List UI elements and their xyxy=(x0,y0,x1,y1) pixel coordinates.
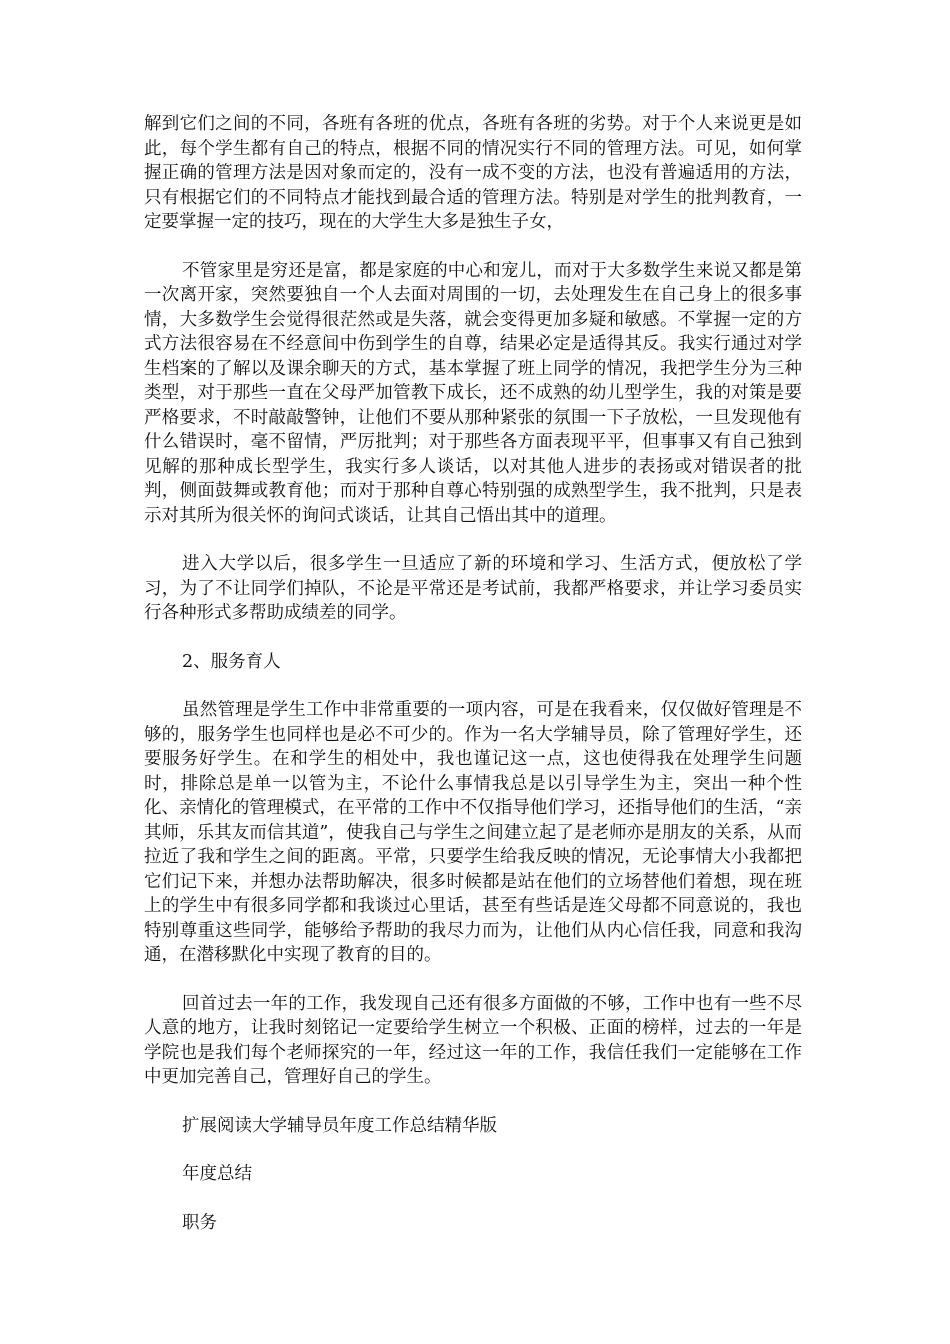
document-body xyxy=(144,112,802,1259)
position-label: 职务 xyxy=(182,1212,217,1233)
paragraph-student-types: 不管家里是穷还是富，都是家庭的中心和宠儿，而对于大多数学生来说又都是第一次离开家，突然要独自一个人去面对周围的一切，去处理发生在自己身上的很多事情，大多数学生会觉得很茫然或是失落，就会变得更加多疑和敏感。不掌握一定的方式方法很容易在不经意间中伤到学生的自尊，结果必定是适得其反。我实行通过对学生档案的了解以及课余聊天的方式，基本掌握了班上同学的情况，我把学生分为三种类型，对于那些一直在父母严加管教下成长，还不成熟的幼儿型学生，我的对策是要严格要求，不时敲敲警钟，让他们不要从那种紧张的氛围一下子放松，一旦发现他有什么错误时，毫不留情，严厉批判；对于那些各方面表现平平，但事事又有自己独到见解的那种成长型学生，我实行多人谈话，以对其他人进步的表扬或对错误者的批判，侧面鼓舞或教育他；而对于那种自尊心特别强的成熟型学生，我不批判，只是表示对其所为很关怀的询问式谈话，让其自己悟出其中的道理。 xyxy=(144,260,802,526)
paragraph-serving-students: 虽然管理是学生工作中非常重要的一项内容，可是在我看来，仅仅做好管理是不够的，服务学生也同样也是必不可少的。作为一名大学辅导员，除了管理好学生，还要服务好学生。在和学生的相处中，我也谨记这一点，这也使得我在处理学生问题时，排除总是单一以管为主，不论什么事情我总是以引导学生为主，突出一种个性化、亲情化的管理模式，在平常的工作中不仅指导他们学习，还指导他们的生活，“亲其师，乐其友而信其道”，使我自己与学生之间建立起了是老师亦是朋友的关系，从而拉近了我和学生之间的距离。平常，只要学生给我反映的情况，无论事情大小我都把它们记下来，并想办法帮助解决，很多时候都是站在他们的立场替他们着想，现在班上的学生中有很多同学都和我谈过心里话，甚至有些话是连父母都不同意说的，我也特别尊重这些同学，能够给予帮助的我尽力而为，让他们从内心信任我，同意和我沟通，在潜移默化中实现了教育的目的。 xyxy=(144,700,802,965)
annual-summary-label: 年度总结 xyxy=(182,1164,252,1184)
extended-reading-title: 扩展阅读大学辅导员年度工作总结精华版 xyxy=(182,1115,497,1136)
paragraph-continued: 解到它们之间的不同，各班有各班的优点，各班有各班的劣势。对于个人来说更是如此，每个学生都有自己的特点，根据不同的情况实行不同的管理方法。可见，如何掌握正确的管理方法是因对象而定的，没有一成不变的方法，也没有普遍适用的方法，只有根据它们的不同特点才能找到最合适的管理方法。特别是对学生的批判教育，一定要掌握一定的技巧，现在的大学生大多是独生子女， xyxy=(144,114,802,232)
paragraph-review: 回首过去一年的工作，我发现自己还有很多方面做的不够，工作中也有一些不尽人意的地方，让我时刻铭记一定要给学生树立一个积极、正面的榜样，过去的一年是学院也是我们每个老师探究的一年，经过这一年的工作，我信任我们一定能够在工作中更加完善自己，管理好自己的学生。 xyxy=(144,993,802,1087)
section-heading-service: 2、服务育人 xyxy=(182,651,281,672)
paragraph-study-requirements: 进入大学以后，很多学生一旦适应了新的环境和学习、生活方式，便放松了学习，为了不让同学们掉队，不论是平常还是考试前，我都严格要求，并让学习委员实行各种形式多帮助成绩差的同学。 xyxy=(144,554,802,623)
